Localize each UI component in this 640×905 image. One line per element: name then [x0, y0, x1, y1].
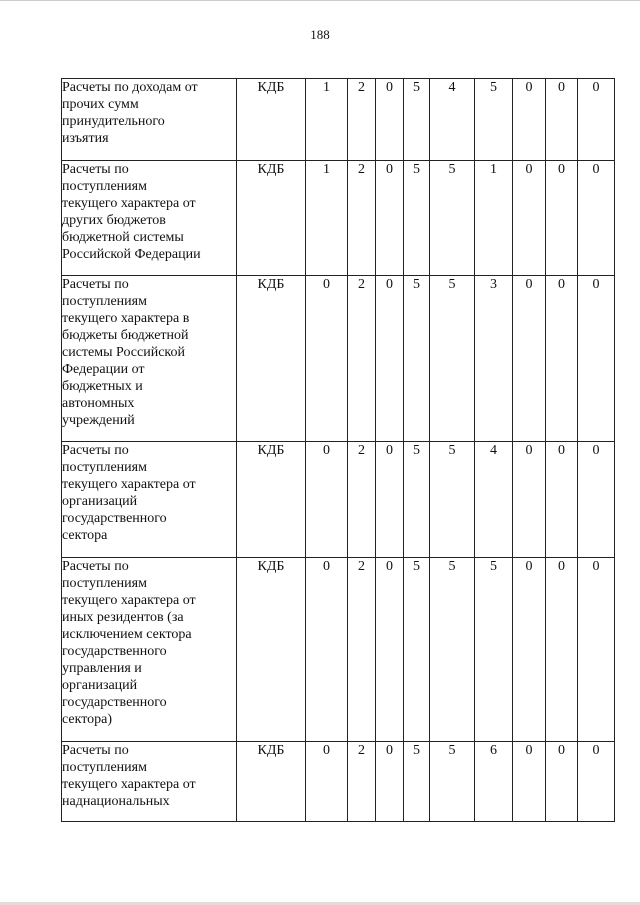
code-digit-cell: 2: [348, 79, 376, 161]
description-line: текущего характера от: [62, 593, 196, 608]
row-code: КДБ: [237, 442, 306, 558]
row-description: [62, 276, 237, 442]
table-row: [62, 79, 615, 161]
description-line: текущего характера от: [62, 196, 196, 211]
code-digit-cell: 0: [376, 442, 404, 558]
description-line: поступлениям: [62, 179, 147, 194]
code-digit-cell: 5: [404, 79, 430, 161]
table-row: [62, 161, 615, 276]
row-code: КДБ: [237, 742, 306, 822]
code-digit-cell: 5: [430, 442, 475, 558]
code-digit-cell: 0: [546, 558, 578, 742]
code-digit-cell: 0: [376, 79, 404, 161]
description-line: управления и: [62, 661, 142, 676]
description-line: государственного: [62, 511, 167, 526]
description-line: автономных: [62, 396, 135, 411]
row-code: КДБ: [237, 276, 306, 442]
description-line: бюджетных и: [62, 379, 143, 394]
code-digit-cell: 5: [404, 161, 430, 276]
code-digit-cell: 0: [513, 276, 546, 442]
code-digit-cell: 2: [348, 161, 376, 276]
description-line: Расчеты по: [62, 559, 129, 574]
description-line: поступлениям: [62, 294, 147, 309]
code-digit-cell: 2: [348, 276, 376, 442]
code-digit-cell: 5: [430, 742, 475, 822]
code-digit-cell: 2: [348, 558, 376, 742]
description-line: других бюджетов: [62, 213, 166, 228]
description-line: сектора): [62, 712, 113, 727]
description-line: поступлениям: [62, 576, 147, 591]
code-digit-cell: 0: [513, 558, 546, 742]
description-line: прочих сумм: [62, 97, 139, 112]
description-line: исключением сектора: [62, 627, 192, 642]
description-line: текущего характера от: [62, 477, 196, 492]
code-digit-cell: 0: [546, 276, 578, 442]
code-digit-cell: 0: [546, 742, 578, 822]
description-line: Расчеты по: [62, 743, 129, 758]
description-line: наднациональных: [62, 794, 170, 809]
code-digit-cell: 0: [578, 79, 615, 161]
code-digit-cell: 5: [475, 79, 513, 161]
description-line: Расчеты по: [62, 162, 129, 177]
code-digit-cell: 0: [376, 558, 404, 742]
table-row: [62, 442, 615, 558]
description-line: бюджеты бюджетной: [62, 328, 189, 343]
code-digit-cell: 2: [348, 442, 376, 558]
description-line: государственного: [62, 695, 167, 710]
description-line: Расчеты по: [62, 277, 129, 292]
code-digit-cell: 0: [513, 79, 546, 161]
description-line: Расчеты по: [62, 443, 129, 458]
code-digit-cell: 0: [306, 442, 348, 558]
description-line: организаций: [62, 678, 138, 693]
description-line: текущего характера от: [62, 777, 196, 792]
description-line: Федерации от: [62, 362, 145, 377]
code-digit-cell: 0: [578, 558, 615, 742]
description-line: принудительного: [62, 114, 165, 129]
description-line: поступлениям: [62, 460, 147, 475]
scan-edge-top: [0, 0, 640, 1]
code-digit-cell: 5: [404, 276, 430, 442]
description-line: государственного: [62, 644, 167, 659]
description-line: системы Российской: [62, 345, 186, 360]
code-digit-cell: 0: [376, 161, 404, 276]
code-digit-cell: 0: [546, 161, 578, 276]
description-line: учреждений: [62, 413, 135, 428]
row-description: [62, 79, 237, 161]
row-description: [62, 742, 237, 822]
description-line: поступлениям: [62, 760, 147, 775]
row-description: [62, 558, 237, 742]
code-digit-cell: 4: [430, 79, 475, 161]
row-code: КДБ: [237, 558, 306, 742]
code-digit-cell: 1: [475, 161, 513, 276]
code-digit-cell: 0: [376, 742, 404, 822]
code-digit-cell: 5: [475, 558, 513, 742]
code-digit-cell: 0: [578, 442, 615, 558]
code-digit-cell: 0: [513, 442, 546, 558]
accounts-table: [61, 78, 615, 822]
table-body: [62, 79, 615, 822]
description-line: текущего характера в: [62, 311, 190, 326]
description-line: изъятия: [62, 131, 109, 146]
row-description: [62, 161, 237, 276]
description-line: иных резидентов (за: [62, 610, 184, 625]
table-row: [62, 276, 615, 442]
code-digit-cell: 0: [578, 276, 615, 442]
description-line: сектора: [62, 528, 108, 543]
description-line: организаций: [62, 494, 138, 509]
code-digit-cell: 0: [578, 161, 615, 276]
code-digit-cell: 5: [430, 161, 475, 276]
row-code: КДБ: [237, 79, 306, 161]
table-row: [62, 742, 615, 822]
code-digit-cell: 0: [513, 742, 546, 822]
code-digit-cell: 1: [306, 79, 348, 161]
page-number: 188: [310, 27, 330, 42]
code-digit-cell: 6: [475, 742, 513, 822]
code-digit-cell: 0: [546, 442, 578, 558]
code-digit-cell: 0: [578, 742, 615, 822]
description-line: бюджетной системы: [62, 230, 184, 245]
code-digit-cell: 0: [513, 161, 546, 276]
code-digit-cell: 5: [404, 558, 430, 742]
code-digit-cell: 5: [430, 558, 475, 742]
code-digit-cell: 0: [546, 79, 578, 161]
row-description: [62, 442, 237, 558]
row-code: КДБ: [237, 161, 306, 276]
code-digit-cell: 0: [376, 276, 404, 442]
code-digit-cell: 0: [306, 558, 348, 742]
code-digit-cell: 3: [475, 276, 513, 442]
code-digit-cell: 5: [404, 742, 430, 822]
code-digit-cell: 5: [430, 276, 475, 442]
description-line: Расчеты по доходам от: [62, 80, 198, 95]
code-digit-cell: 1: [306, 161, 348, 276]
code-digit-cell: 5: [404, 442, 430, 558]
code-digit-cell: 4: [475, 442, 513, 558]
description-line: Российской Федерации: [62, 247, 201, 262]
code-digit-cell: 0: [306, 276, 348, 442]
code-digit-cell: 0: [306, 742, 348, 822]
code-digit-cell: 2: [348, 742, 376, 822]
table-row: [62, 558, 615, 742]
